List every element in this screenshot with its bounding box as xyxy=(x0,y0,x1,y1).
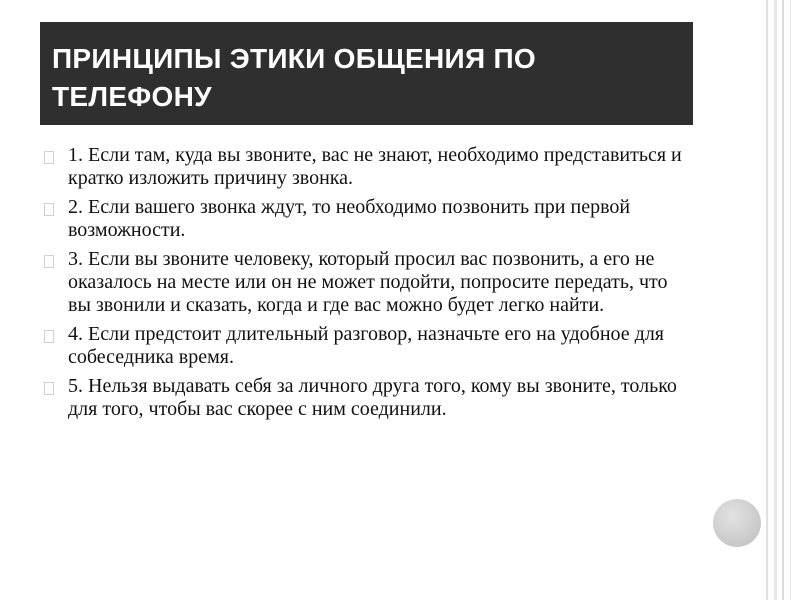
bullet-icon xyxy=(42,375,68,404)
slide-title: ПРИНЦИПЫ ЭТИКИ ОБЩЕНИЯ ПО ТЕЛЕФОНУ xyxy=(52,43,536,112)
bullet-icon xyxy=(42,144,68,173)
bullet-icon xyxy=(42,323,68,352)
list-item xyxy=(42,196,682,242)
list-item-text: 1. Если там, куда вы звоните, вас не знают, необходимо представиться и кратко изложить причину звонка. xyxy=(68,144,682,189)
bullet-icon xyxy=(42,196,68,225)
list-item xyxy=(42,375,682,421)
frame-line xyxy=(774,0,777,600)
list-item-text: 4. Если предстоит длительный разговор, назначьте его на удобное для собеседника время. xyxy=(68,323,665,368)
list-item xyxy=(42,144,682,190)
frame-line xyxy=(782,0,784,600)
decorative-circle xyxy=(713,499,761,547)
list-item xyxy=(42,248,682,317)
frame-line xyxy=(790,0,791,600)
list-item-text: 3. Если вы звоните человеку, который просил вас позвонить, а его не оказалось на месте или он не может подойти, попросите передать, что вы звонили и сказать, когда и где вас можно будет легко найти. xyxy=(68,248,668,316)
bullet-icon xyxy=(42,248,68,277)
list-item-text: 2. Если вашего звонка ждут, то необходимо позвонить при первой возможности. xyxy=(68,196,631,241)
slide-frame-decoration xyxy=(760,0,800,600)
slide-body xyxy=(42,144,682,427)
list-item-text: 5. Нельзя выдавать себя за личного друга того, кому вы звоните, только для того, чтобы вас скорее с ним соединили. xyxy=(68,375,677,420)
slide-title-bar xyxy=(40,22,693,125)
frame-line xyxy=(766,0,768,600)
list-item xyxy=(42,323,682,369)
